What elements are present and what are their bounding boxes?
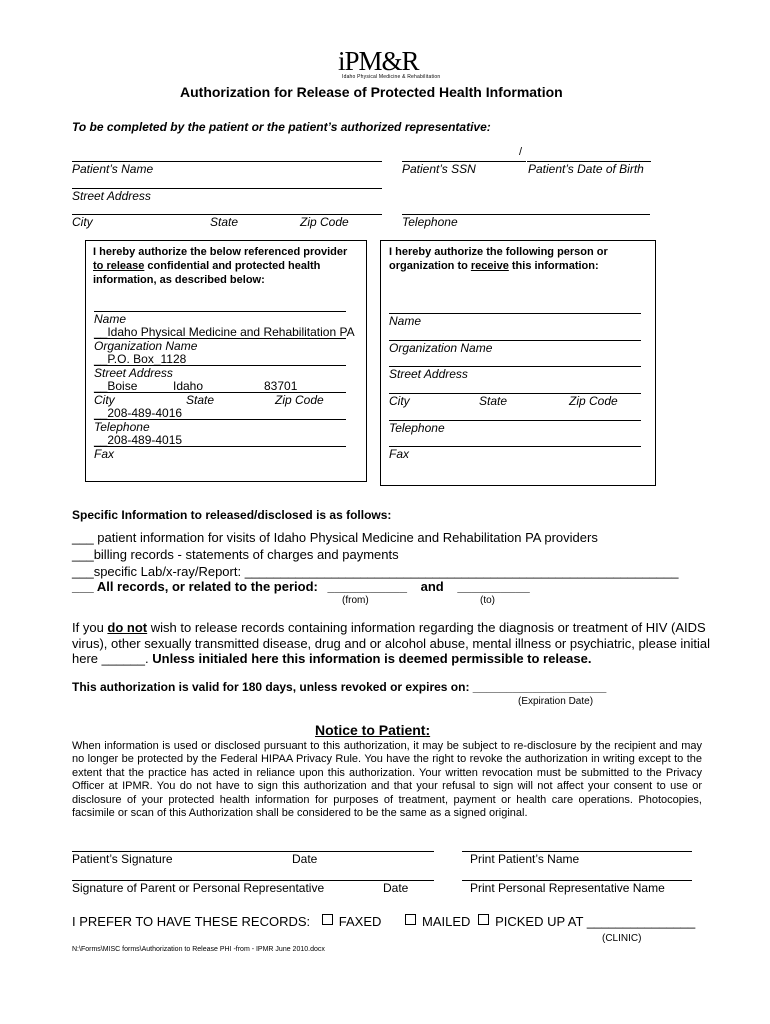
receive-heading-1: I hereby authorize the following person or: [389, 246, 608, 258]
release-city-label: City: [94, 393, 115, 407]
city-label: City: [72, 215, 93, 229]
release-phone-value: __208-489-4016: [94, 406, 183, 420]
print-patient-label: Print Patient’s Name: [470, 852, 580, 866]
receive-zip-label: Zip Code: [569, 394, 618, 408]
receive-fax-line[interactable]: [389, 446, 641, 447]
release-org-label: Organization Name: [94, 339, 198, 353]
faxed-label: FAXED: [338, 914, 382, 929]
specific-item-all-records[interactable]: [72, 579, 530, 594]
zip-label: Zip Code: [300, 215, 349, 229]
initial-blank[interactable]: here ______.: [72, 651, 153, 666]
release-heading-3: information, as described below:: [93, 274, 265, 286]
all-records-text: ___ All records, or related to the period:: [72, 579, 318, 594]
release-state-label: State: [186, 393, 215, 407]
specific-item-visits[interactable]: ___ patient information for visits of Idaho Physical Medicine and Rehabilitation PA providers: [72, 530, 598, 545]
receive-city-label: City: [389, 394, 410, 408]
ssn-divider: /: [519, 146, 523, 158]
hiv-line-1c: wish to release records containing information regarding the diagnosis or treatment of HIV (AIDS: [147, 620, 706, 635]
hiv-line-2: virus), other sexually transmitted disease, drug and or alcohol abuse, mental illness or psychiatric, please initial: [72, 636, 711, 651]
release-street-value: __P.O. Box_1128: [94, 352, 187, 366]
release-state-value: Idaho: [173, 379, 204, 393]
patient-signature-label: Patient’s Signature: [72, 852, 173, 866]
hiv-line-1: [72, 620, 706, 635]
date-label-2: Date: [383, 881, 409, 895]
specific-heading: Specific Information to released/disclosed is as follows:: [72, 508, 392, 522]
validity-text[interactable]: This authorization is valid for 180 days, unless revoked or expires on: ____________________: [72, 680, 607, 694]
mailed-checkbox[interactable]: [405, 914, 416, 925]
street-label: Street Address: [72, 189, 151, 203]
receive-name-label: Name: [389, 314, 422, 328]
patient-name-label: Patient’s Name: [72, 162, 154, 176]
telephone-label: Telephone: [402, 215, 458, 229]
rep-signature-label: Signature of Parent or Personal Representative: [72, 881, 325, 895]
page-title: Authorization for Release of Protected Health Information: [180, 84, 563, 100]
release-fax-value: __208-489-4015: [94, 433, 183, 447]
receive-street-label: Street Address: [389, 367, 468, 381]
mailed-label: MAILED: [422, 914, 471, 929]
receive-heading-2: [389, 260, 599, 272]
release-fax-label: Fax: [94, 447, 115, 461]
hiv-line-3: [72, 651, 592, 666]
release-zip-label: Zip Code: [275, 393, 324, 407]
state-label: State: [210, 215, 239, 229]
print-rep-label: Print Personal Representative Name: [470, 881, 665, 895]
patient-dob-label: Patient’s Date of Birth: [528, 162, 644, 176]
receive-to-box: [380, 240, 656, 486]
intro-text: To be completed by the patient or the patient’s authorized representative:: [72, 120, 491, 134]
date-label-1: Date: [292, 852, 318, 866]
receive-state-label: State: [479, 394, 508, 408]
receive-fax-label: Fax: [389, 447, 410, 461]
patient-ssn-label: Patient’s SSN: [402, 162, 476, 176]
from-label: (from): [342, 595, 369, 606]
release-org-value: __Idaho Physical Medicine and Rehabilitation PA: [94, 325, 355, 339]
release-heading-1: I hereby authorize the below referenced provider: [93, 246, 348, 258]
clinic-label: (CLINIC): [602, 933, 642, 944]
release-from-box: [85, 240, 367, 482]
prefer-row: [72, 914, 695, 929]
from-blank[interactable]: ___________: [327, 579, 408, 594]
specific-item-billing[interactable]: ___billing records - statements of charges and payments: [72, 547, 399, 562]
logo: [338, 46, 441, 86]
release-street-label: Street Address: [94, 366, 173, 380]
receive-underlined-text: receive: [470, 260, 509, 272]
notice-body: When information is used or disclosed pursuant to this authorization, it may be subject to re-disclosure by the recipient and may no longer be protected by the Federal HIPAA Privacy Rule. You have the right to revoke the authorization in writing except to the extent that the practice has acted in reliance upon this authorization. Your written revocation must be submitted to the Privacy Officer at IPMR. You do not have to sign this authorization and that your refusal to sign will not affect your consent to use or disclosure of your protected health information for purposes of treatment, payment or health care operations. Photocopies, facsimile or scan of this Authorization shall be considered to be the same as a signed original.: [72, 740, 702, 820]
release-phone-label: Telephone: [94, 420, 150, 434]
receive-heading-2c: this information:: [508, 260, 599, 272]
hiv-line-3b: Unless initialed here this information is deemed permissible to release.: [152, 651, 592, 666]
picked-up-checkbox[interactable]: [478, 914, 489, 925]
logo-text: iPM&R: [338, 46, 419, 76]
hiv-line-1a: If you: [72, 620, 108, 635]
prefer-label: I PREFER TO HAVE THESE RECORDS:: [72, 914, 311, 929]
receive-phone-label: Telephone: [389, 421, 445, 435]
logo-subtitle: Idaho Physical Medicine & Rehabilitation: [342, 74, 441, 80]
faxed-checkbox[interactable]: [322, 914, 333, 925]
do-not-text: do not: [107, 620, 148, 635]
receive-org-label: Organization Name: [389, 341, 493, 355]
release-city-value: __Boise: [94, 379, 138, 393]
expiration-label: (Expiration Date): [518, 696, 594, 707]
footer-path: N:\Forms\MISC forms\Authorization to Release PHI -from - IPMR June 2010.docx: [72, 946, 325, 953]
receive-heading-2a: organization to: [389, 260, 471, 272]
receive-name-line[interactable]: [389, 313, 641, 314]
picked-up-label[interactable]: PICKED UP AT _______________: [495, 914, 696, 929]
release-zip-value: 83701: [264, 379, 298, 393]
release-name-label: Name: [94, 312, 127, 326]
and-text: and: [420, 579, 444, 594]
to-release-text: to release: [93, 260, 145, 272]
release-name-line[interactable]: [94, 311, 346, 312]
release-fax-line: [94, 446, 346, 447]
to-label: (to): [480, 595, 495, 606]
specific-item-lab[interactable]: ___specific Lab/x-ray/Report: ____________________________________________________________: [72, 564, 679, 579]
release-heading-2: [93, 260, 320, 272]
notice-heading: Notice to Patient:: [315, 722, 431, 738]
to-blank[interactable]: __________: [457, 579, 530, 594]
release-heading-2b: confidential and protected health: [144, 260, 321, 272]
